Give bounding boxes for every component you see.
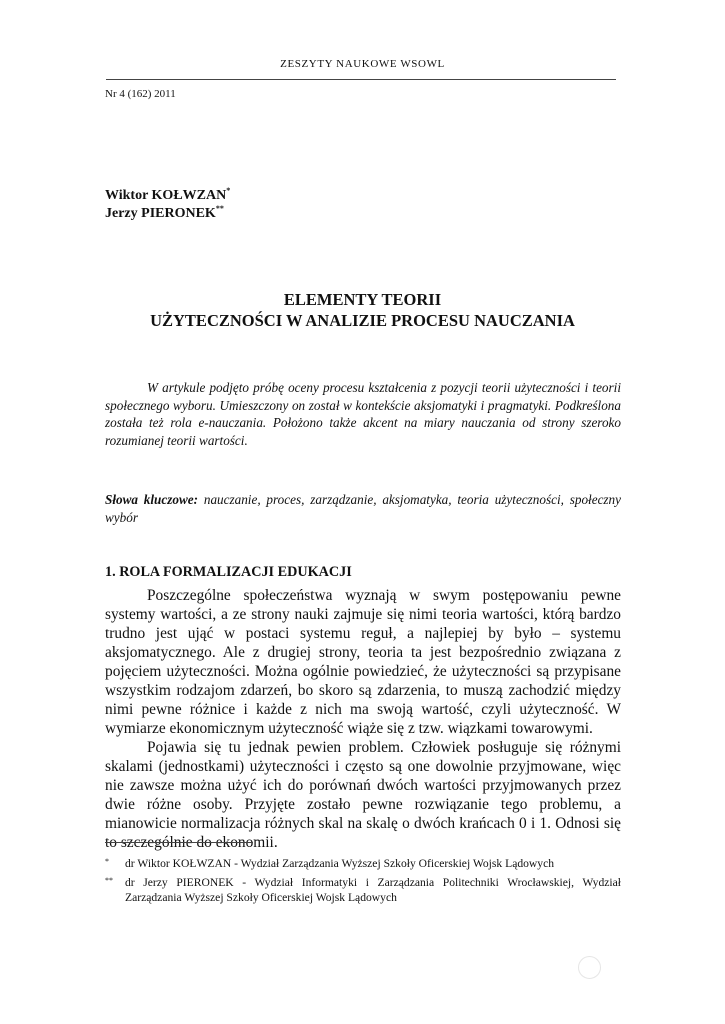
keywords-label: Słowa kluczowe: [105,492,199,507]
paragraph-2: Pojawia się tu jednak pewien problem. Człowiek posługuje się różnymi skalami (jednostkami) użyteczności i często są one dowolnie przyjmowane, więc nie zawsze można użyć ich do porównań dwóch wartości przyjmowanych przez dwie różne osoby. Przyjęte zostało pewne rozwiązanie tego problemu, a mianowicie normalizacja różnych skal na skalę o dwóch krańcach 0 i 1. Odnosi się to szczególnie do ekonomii. [105,739,621,851]
paragraph-1: Poszczególne społeczeństwa wyznają w swym postępowaniu pewne systemy wartości, a ze strony nauki zajmuje się nimi teoria wartości, którą bardzo trudno jest ująć w postaci systemu reguł, a najlepiej by było – systemu aksjomatycznego. Ale z drugiej strony, teoria ta jest bezpośrednio związana z pojęciem użyteczności. Można ogólnie powiedzieć, że użyteczności są przypisane wszystkim rodzajom zdarzeń, bo skoro są zdarzenia, to muszą zachodzić między nimi pewne różnice i każde z nich ma swoją wartość, czyli użyteczność. W wymiarze ekonomicznym użyteczność wiąże się z tzw. wiązkami towarowymi. [105,587,621,737]
title-line-2: UŻYTECZNOŚCI W ANALIZIE PROCESU NAUCZANIA [150,311,575,330]
footnote-1 [105,856,621,871]
footnote-2-mark: ** [105,876,113,885]
footnote-2-text: dr Jerzy PIERONEK - Wydział Informatyki i Zarządzania Politechniki Wrocławskiej, Wydział Zarządzania Wyższej Szkoły Oficerskiej Wojsk Lądowych [125,876,621,904]
abstract: W artykule podjęto próbę oceny procesu kształcenia z pozycji teorii użyteczności i teorii społecznego wyboru. Umieszczony on został w kontekście aksjomatyki i pragmatyki. Podkreślona została też rola e-nauczania. Położono także akcent na miary nauczania od strony szeroko rozumianej teorii wartości. [105,380,621,448]
header-rule [106,79,616,80]
author-1-mark: * [226,186,231,195]
title-line-1: ELEMENTY TEORII [283,290,442,309]
author-1 [105,188,230,204]
journal-name: ZESZYTY NAUKOWE WSOWL [280,58,445,70]
issue-number: Nr 4 (162) 2011 [105,88,176,100]
author-1-name: Wiktor KOŁWZAN [105,188,227,203]
author-2-name: Jerzy PIERONEK [105,206,216,221]
footnote-2 [105,875,621,905]
author-2-mark: ** [215,204,224,213]
footnote-1-text: dr Wiktor KOŁWZAN - Wydział Zarządzania Wyższej Szkoły Oficerskiej Wojsk Lądowych [125,857,555,870]
faint-stamp-mark [578,956,601,979]
keywords-text: nauczanie, proces, zarządzanie, aksjomatyka, teoria użyteczności, społeczny wybór [105,492,621,525]
footnote-rule [105,842,253,843]
footnote-1-mark: * [105,857,109,866]
author-2 [105,206,224,222]
keywords [105,491,621,526]
paper-title [0,289,725,331]
section-heading: 1. ROLA FORMALIZACJI EDUKACJI [105,564,352,580]
